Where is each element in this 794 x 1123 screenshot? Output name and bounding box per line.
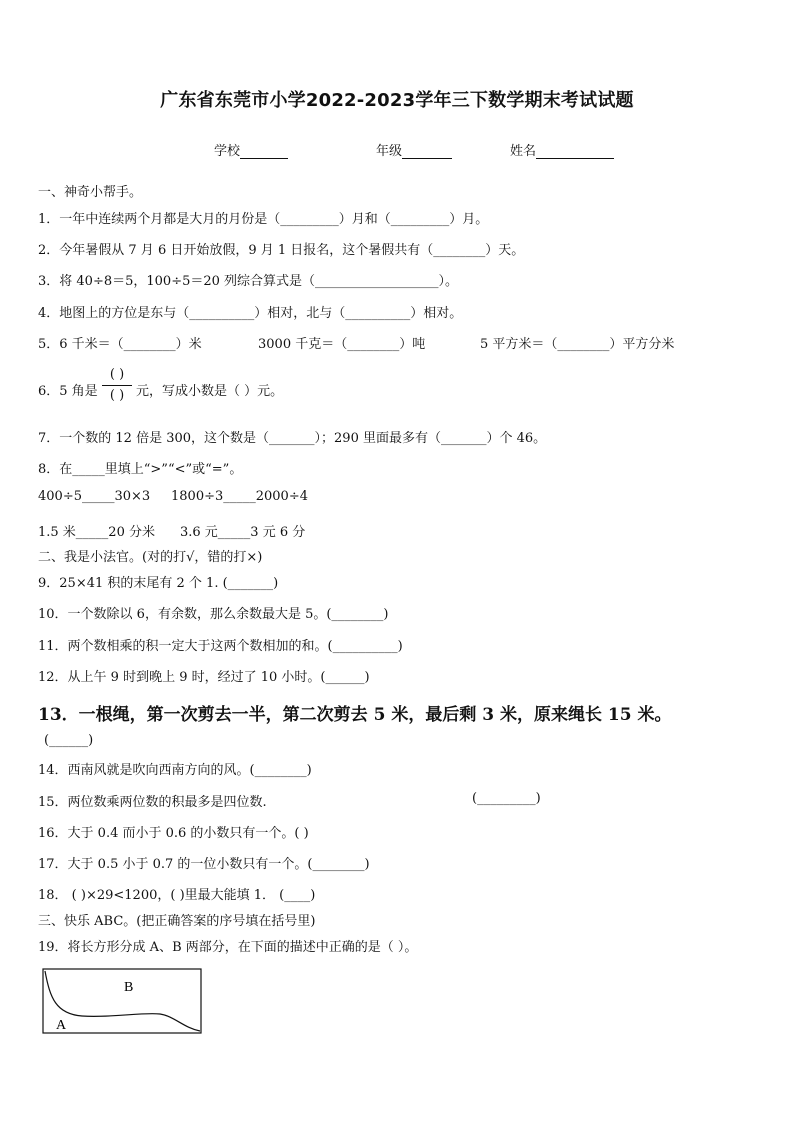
grade-field [376,140,452,159]
question-1: 1．一年中连续两个月都是大月的月份是（_________）月和（_________）月。 [38,212,489,227]
section-2-heading: 二、我是小法官。(对的打√，错的打×) [38,550,263,565]
question-6-suffix: 元，写成小数是（ ）元。 [136,384,284,399]
question-18: 18． ( )×29<1200，( )里最大能填 1． (____) [38,888,316,903]
page-title: 广东省东莞市小学2022-2023学年三下数学期末考试试题 [160,90,634,111]
question-8a: 400÷5_____30×3 [38,489,151,504]
question-11: 11．两个数相乘的积一定大于这两个数相加的和。(__________) [38,639,403,654]
diagram-label-b: B [124,980,134,995]
fraction-denominator: ( ) [109,388,125,403]
diagram-label-a: A [56,1018,67,1033]
school-blank [240,144,288,159]
diagram-rectangle [43,969,201,1033]
grade-label: 年级 [376,144,403,159]
question-9: 9．25×41 积的末尾有 2 个 1. (_______) [38,576,279,591]
question-13: 13．一根绳，第一次剪去一半，第二次剪去 5 米，最后剩 3 米，原来绳长 15 米。 [38,705,672,725]
question-8d: 3.6 元_____3 元 6 分 [180,525,306,540]
question-6-prefix: 6．5 角是 [38,384,98,399]
grade-blank [402,144,452,159]
question-5b: 3000 千克＝（________）吨 [258,337,426,352]
rectangle-diagram [42,968,204,1038]
section-3-heading: 三、快乐 ABC。(把正确答案的序号填在括号里) [38,914,316,929]
question-6-fraction [100,366,134,405]
name-field [510,140,614,159]
question-7: 7．一个数的 12 倍是 300，这个数是（_______）；290 里面最多有（_______）个 46。 [38,431,547,446]
question-5c: 5 平方米＝（________）平方分米 [480,337,675,352]
question-10: 10．一个数除以 6，有余数，那么余数最大是 5。(________) [38,607,389,622]
section-1-heading: 一、神奇小帮手。 [38,185,143,200]
question-8b: 1800÷3_____2000÷4 [171,489,308,504]
name-blank [536,144,614,159]
fraction-bar [102,385,132,386]
question-8c: 1.5 米_____20 分米 [38,525,155,540]
question-5a: 5．6 千米＝（________）米 [38,337,202,352]
question-14: 14．西南风就是吹向西南方向的风。(________) [38,763,312,778]
question-15-blank: (_________) [472,791,541,806]
school-field [214,140,288,159]
fraction-numerator: ( ) [109,367,125,382]
question-2: 2．今年暑假从 7 月 6 日开始放假，9 月 1 日报名，这个暑假共有（________）天。 [38,243,525,258]
question-15: 15．两位数乘两位数的积最多是四位数. [38,795,267,810]
question-4: 4．地图上的方位是东与（__________）相对，北与（__________）相对。 [38,306,463,321]
name-label: 姓名 [510,144,537,159]
question-12: 12．从上午 9 时到晚上 9 时，经过了 10 小时。(______) [38,670,370,685]
question-17: 17．大于 0.5 小于 0.7 的一位小数只有一个。(________) [38,857,370,872]
question-8: 8．在_____里填上“>”“<”或“=”。 [38,462,243,477]
question-16: 16．大于 0.4 而小于 0.6 的小数只有一个。( ) [38,826,309,841]
question-3: 3．将 40÷8＝5，100÷5＝20 列综合算式是（___________________）。 [38,274,459,289]
school-label: 学校 [214,144,241,159]
diagram-dividing-curve [45,971,200,1031]
question-13-blank: (______) [44,733,94,748]
question-19: 19．将长方形分成 A、B 两部分，在下面的描述中正确的是（ ）。 [38,940,418,955]
